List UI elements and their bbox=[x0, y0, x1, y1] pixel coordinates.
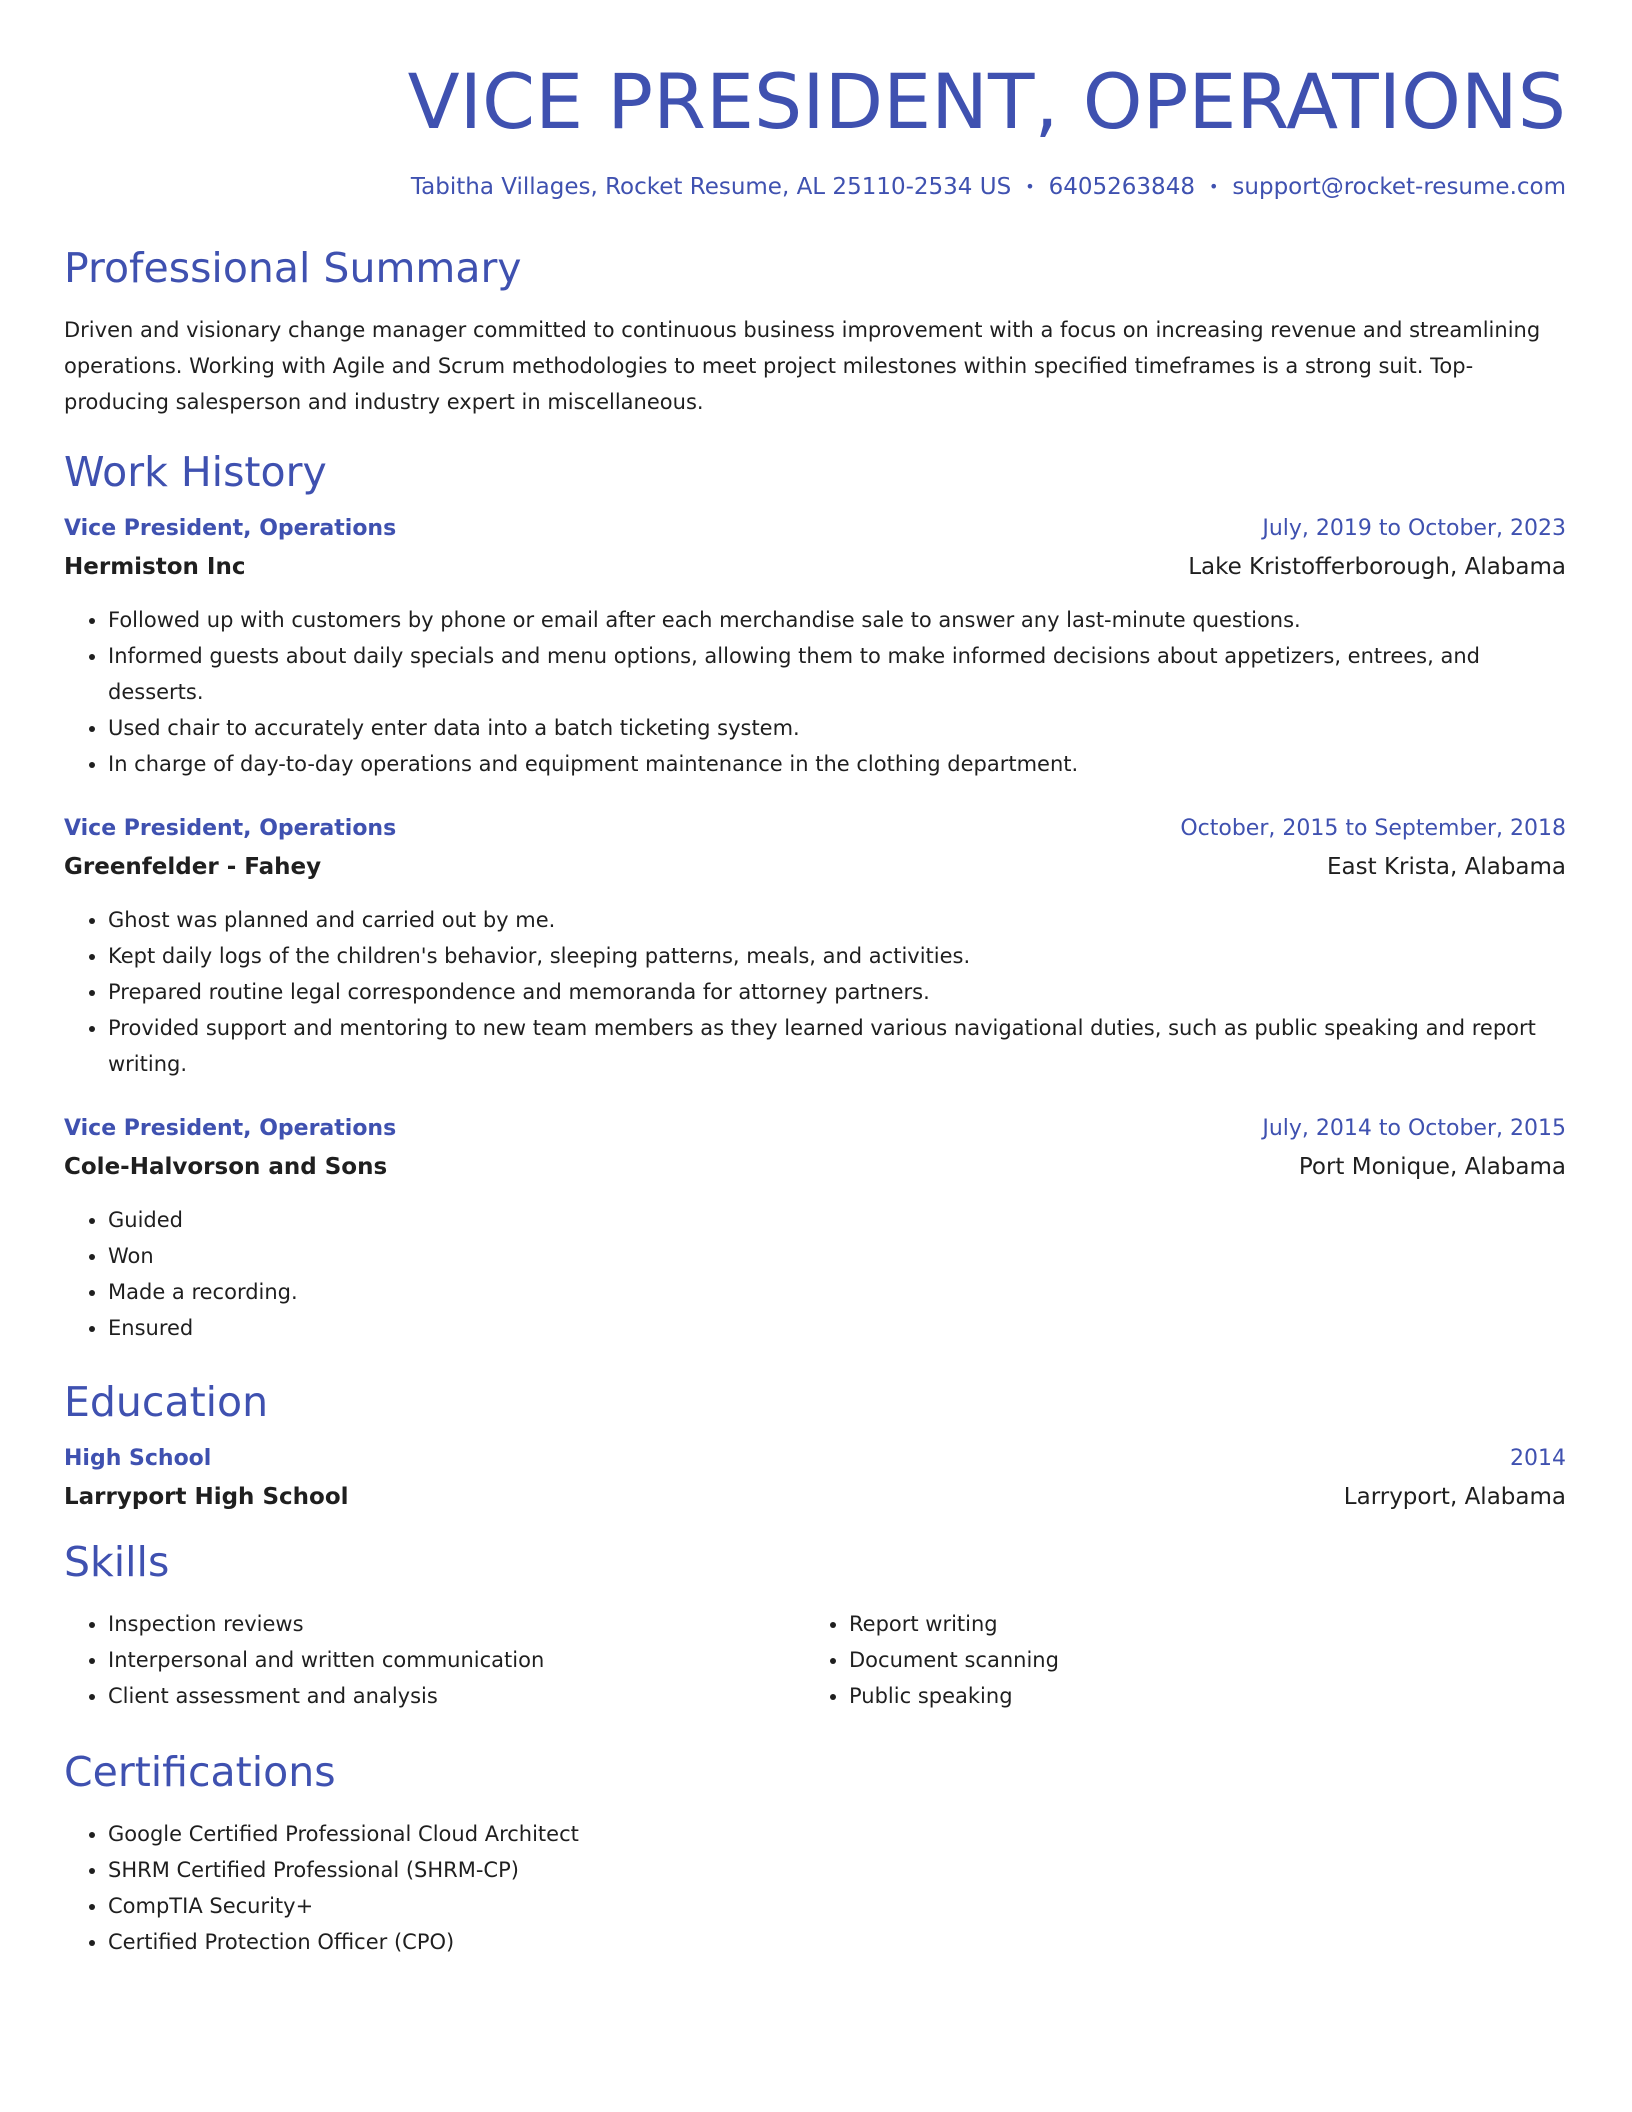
list-item: • Interpersonal and written communication bbox=[108, 1642, 805, 1678]
skills-section bbox=[64, 1536, 1566, 1714]
list-item: • Won bbox=[108, 1238, 1566, 1274]
summary-text: Driven and visionary change manager committed to continuous business improvement with a focus on increasing revenue and streamlining operations. Working with Agile and Scrum methodologies to meet project milestones within specified timeframes is a strong suit. Top-producing salesperson and industry expert in miscellaneous. bbox=[64, 318, 1541, 414]
job-title: Vice President, Operations bbox=[64, 816, 397, 841]
list-item: • Google Certified Professional Cloud Architect bbox=[108, 1816, 1566, 1852]
job-entry bbox=[64, 512, 1566, 782]
education-school: Larryport High School bbox=[64, 1484, 349, 1510]
list-item: • Public speaking bbox=[849, 1678, 1546, 1714]
list-item: • Followed up with customers by phone or email after each merchandise sale to answer any last-minute questions. bbox=[108, 602, 1566, 638]
job-duties-list bbox=[64, 902, 1566, 1082]
job-title-row bbox=[64, 812, 1566, 846]
list-item: • Kept daily logs of the children's behavior, sleeping patterns, meals, and activities. bbox=[108, 938, 1566, 974]
job-dates: July, 2019 to October, 2023 bbox=[1262, 516, 1566, 541]
resume-title: VICE PRESIDENT, OPERATIONS bbox=[407, 57, 1566, 146]
contact-separator: • bbox=[1208, 177, 1219, 196]
resume-page bbox=[64, 56, 1566, 1960]
skills-column-left bbox=[64, 1606, 805, 1714]
certifications-heading: Certifications bbox=[64, 1748, 336, 1796]
work-history-heading: Work History bbox=[64, 448, 327, 496]
list-item: • Report writing bbox=[849, 1606, 1546, 1642]
work-history-section bbox=[64, 446, 1566, 1346]
education-degree: High School bbox=[64, 1446, 212, 1471]
summary-section bbox=[64, 242, 1566, 420]
job-location: Port Monique, Alabama bbox=[1298, 1154, 1566, 1180]
contact-separator: • bbox=[1025, 177, 1035, 196]
list-item: • Certified Protection Officer (CPO) bbox=[108, 1924, 1566, 1960]
contact-email[interactable]: support@rocket-resume.com bbox=[1232, 174, 1566, 200]
job-company: Greenfelder - Fahey bbox=[64, 854, 322, 880]
skills-column-right bbox=[805, 1606, 1546, 1714]
list-item: • SHRM Certified Professional (SHRM-CP) bbox=[108, 1852, 1566, 1888]
contact-address: Tabitha Villages, Rocket Resume, AL 25110-2534 US bbox=[410, 174, 1012, 200]
education-school-row bbox=[64, 1480, 1566, 1514]
job-location: East Krista, Alabama bbox=[1327, 854, 1566, 880]
list-item: • Ensured bbox=[108, 1310, 1566, 1346]
resume-header bbox=[64, 56, 1566, 202]
education-heading: Education bbox=[64, 1378, 269, 1426]
education-degree-row bbox=[64, 1442, 1566, 1476]
job-org-row bbox=[64, 1150, 1566, 1184]
job-duties-list bbox=[64, 602, 1566, 782]
skills-list bbox=[64, 1606, 805, 1714]
skills-heading: Skills bbox=[64, 1538, 170, 1586]
certifications-list bbox=[64, 1816, 1566, 1960]
contact-line bbox=[64, 172, 1566, 202]
job-title-row bbox=[64, 1112, 1566, 1146]
job-company: Hermiston Inc bbox=[64, 554, 246, 580]
list-item: • Used chair to accurately enter data into a batch ticketing system. bbox=[108, 710, 1566, 746]
list-item: • Guided bbox=[108, 1202, 1566, 1238]
contact-phone: 6405263848 bbox=[1048, 174, 1195, 200]
list-item: • Ghost was planned and carried out by me. bbox=[108, 902, 1566, 938]
summary-heading: Professional Summary bbox=[64, 244, 522, 292]
job-title: Vice President, Operations bbox=[64, 516, 397, 541]
list-item: • CompTIA Security+ bbox=[108, 1888, 1566, 1924]
education-entry bbox=[64, 1442, 1566, 1514]
education-year: 2014 bbox=[1510, 1446, 1566, 1471]
skills-list bbox=[805, 1606, 1546, 1714]
list-item: • Prepared routine legal correspondence and memoranda for attorney partners. bbox=[108, 974, 1566, 1010]
job-company: Cole-Halvorson and Sons bbox=[64, 1154, 388, 1180]
job-title: Vice President, Operations bbox=[64, 1116, 397, 1141]
skills-grid bbox=[64, 1606, 1566, 1714]
job-org-row bbox=[64, 850, 1566, 884]
job-dates: October, 2015 to September, 2018 bbox=[1180, 816, 1566, 841]
education-location: Larryport, Alabama bbox=[1343, 1484, 1566, 1510]
list-item: • Document scanning bbox=[849, 1642, 1546, 1678]
certifications-section bbox=[64, 1746, 1566, 1960]
education-section bbox=[64, 1376, 1566, 1514]
job-duties-list bbox=[64, 1202, 1566, 1346]
list-item: • Inspection reviews bbox=[108, 1606, 805, 1642]
list-item: • Client assessment and analysis bbox=[108, 1678, 805, 1714]
job-org-row bbox=[64, 550, 1566, 584]
job-entry bbox=[64, 1112, 1566, 1346]
list-item: • Provided support and mentoring to new team members as they learned various navigational duties, such as public speaking and report writing. bbox=[108, 1010, 1566, 1082]
list-item: • Made a recording. bbox=[108, 1274, 1566, 1310]
job-location: Lake Kristofferborough, Alabama bbox=[1188, 554, 1566, 580]
job-entry bbox=[64, 812, 1566, 1082]
job-dates: July, 2014 to October, 2015 bbox=[1262, 1116, 1566, 1141]
list-item: • Informed guests about daily specials and menu options, allowing them to make informed decisions about appetizers, entrees, and desserts. bbox=[108, 638, 1566, 710]
job-title-row bbox=[64, 512, 1566, 546]
list-item: • In charge of day-to-day operations and equipment maintenance in the clothing department. bbox=[108, 746, 1566, 782]
